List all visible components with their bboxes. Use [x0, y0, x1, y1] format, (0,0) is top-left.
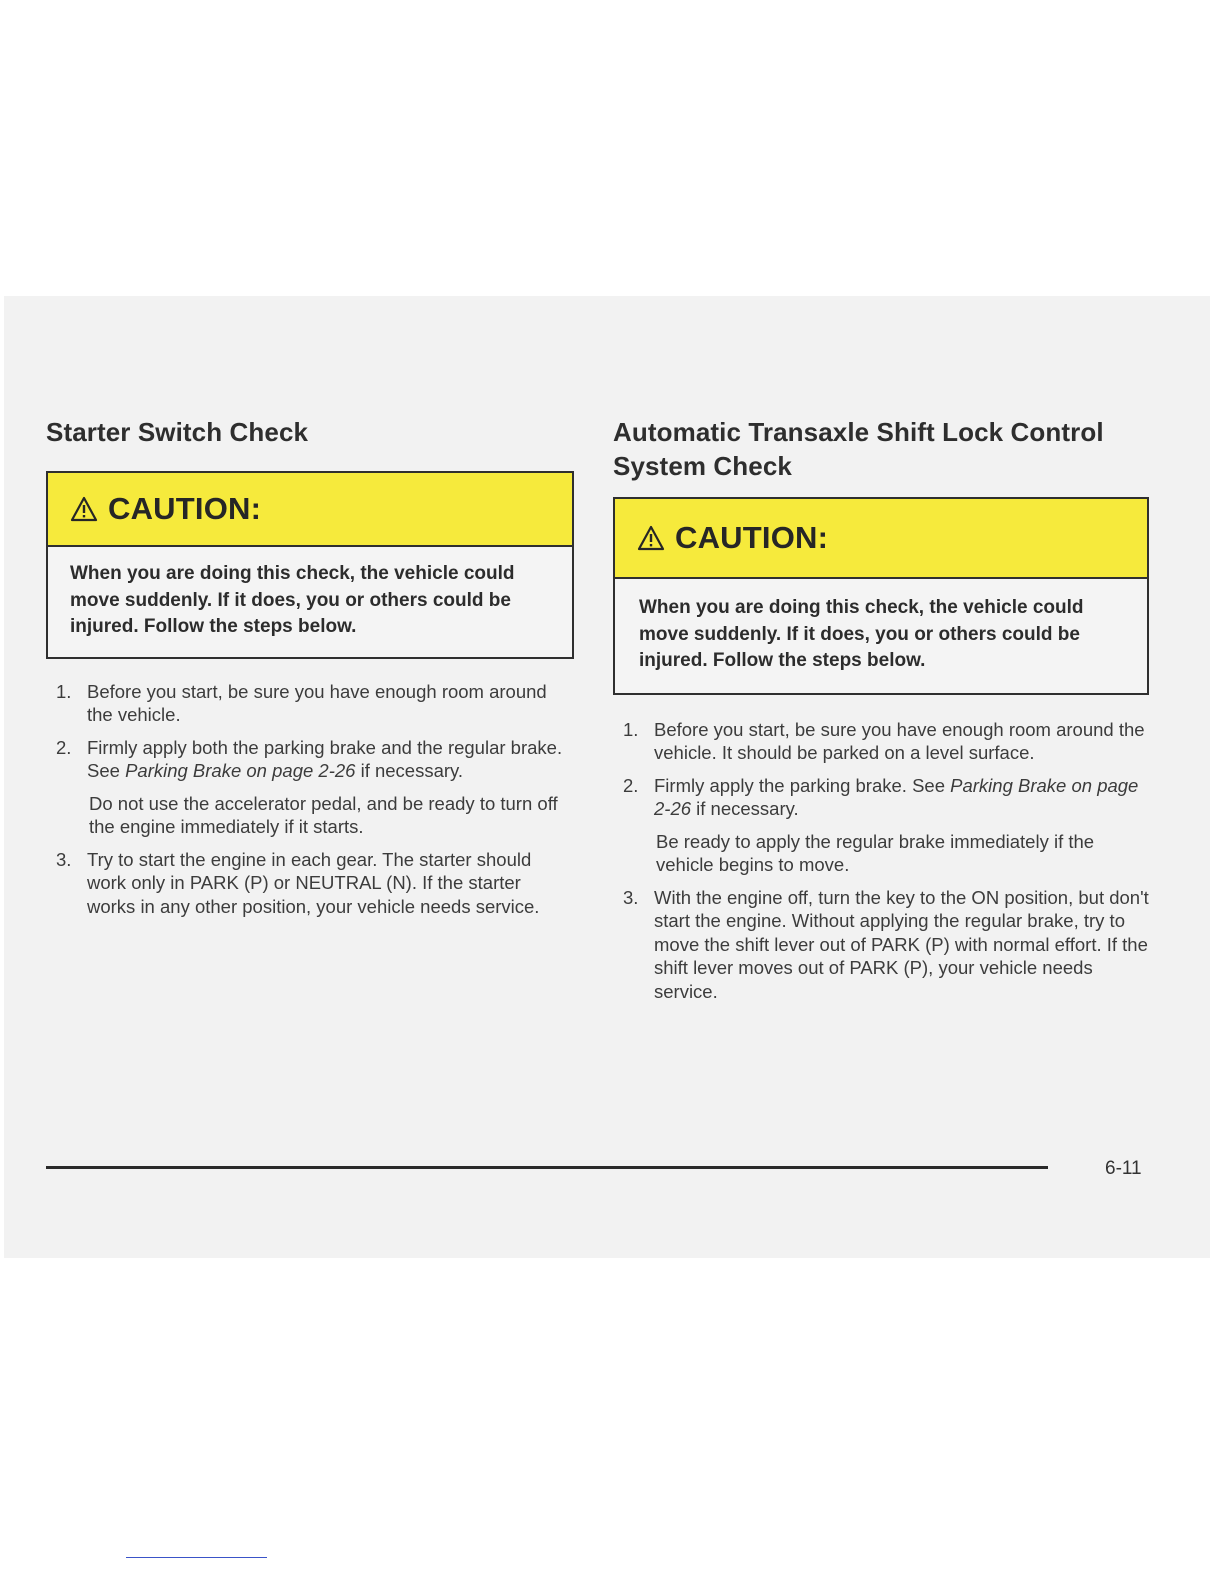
page-number: 6-11: [1105, 1158, 1142, 1179]
list-item: [46, 736, 574, 839]
caution-label: CAUTION:: [108, 491, 262, 526]
list-item: [46, 680, 574, 727]
caution-text: When you are doing this check, the vehicle could move suddenly. If it does, you or others could be injured. Follow the steps below.: [70, 563, 515, 637]
shift-lock-section: [613, 415, 1149, 1012]
step-text: With the engine off, turn the key to the ON position, but don't start the engine. Without applying the regular brake, try to move the shift lever out of PARK (P) with normal effort. If the shift lever moves out of PARK (P), your vehicle needs service.: [654, 886, 1149, 1002]
caution-box: [613, 497, 1149, 695]
warning-triangle-icon: [70, 496, 98, 522]
caution-header: [615, 499, 1147, 579]
step-number: 3.: [56, 848, 72, 870]
hyperlink-underline[interactable]: [126, 1557, 267, 1558]
list-item: [613, 886, 1149, 1004]
step-number: 1.: [56, 680, 72, 702]
section-heading: Automatic Transaxle Shift Lock Control System Check: [613, 417, 1104, 481]
step-text: if necessary.: [355, 760, 464, 781]
step-note: Be ready to apply the regular brake immediately if the vehicle begins to move.: [656, 830, 1095, 875]
steps-list: [613, 718, 1149, 1004]
step-text: if necessary.: [691, 798, 799, 819]
starter-switch-section: [46, 415, 574, 927]
step-note: Do not use the accelerator pedal, and be ready to turn off the engine immediately if it starts.: [89, 792, 558, 837]
caution-text: When you are doing this check, the vehicle could move suddenly. If it does, you or others could be injured. Follow the steps below.: [639, 597, 1084, 671]
warning-triangle-icon: [637, 525, 665, 551]
step-text: Before you start, be sure you have enough room around the vehicle.: [87, 680, 547, 725]
cross-reference-link[interactable]: Parking Brake on page 2-26: [654, 774, 1139, 819]
step-text: Firmly apply both the parking brake and the regular brake. See: [87, 736, 563, 781]
step-text: Firmly apply the parking brake. See: [654, 774, 951, 796]
list-item: [46, 848, 574, 919]
step-number: 2.: [56, 736, 72, 758]
caution-header: [48, 473, 572, 547]
cross-reference-link[interactable]: Parking Brake on page 2-26: [125, 760, 356, 781]
section-heading: Starter Switch Check: [46, 417, 309, 447]
step-number: 1.: [623, 718, 639, 740]
list-item: [613, 774, 1149, 877]
step-text: Try to start the engine in each gear. The starter should work only in PARK (P) or NEUTRAL (N). If the starter works in any other position, your vehicle needs service.: [87, 848, 540, 917]
step-text: Before you start, be sure you have enough room around the vehicle. It should be parked on a level surface.: [654, 718, 1145, 763]
step-number: 2.: [623, 774, 639, 796]
footer-rule: [46, 1166, 1048, 1169]
caution-label: CAUTION:: [675, 520, 829, 555]
list-item: [613, 718, 1149, 765]
steps-list: [46, 680, 574, 919]
caution-box: [46, 471, 574, 659]
step-number: 3.: [623, 886, 639, 908]
